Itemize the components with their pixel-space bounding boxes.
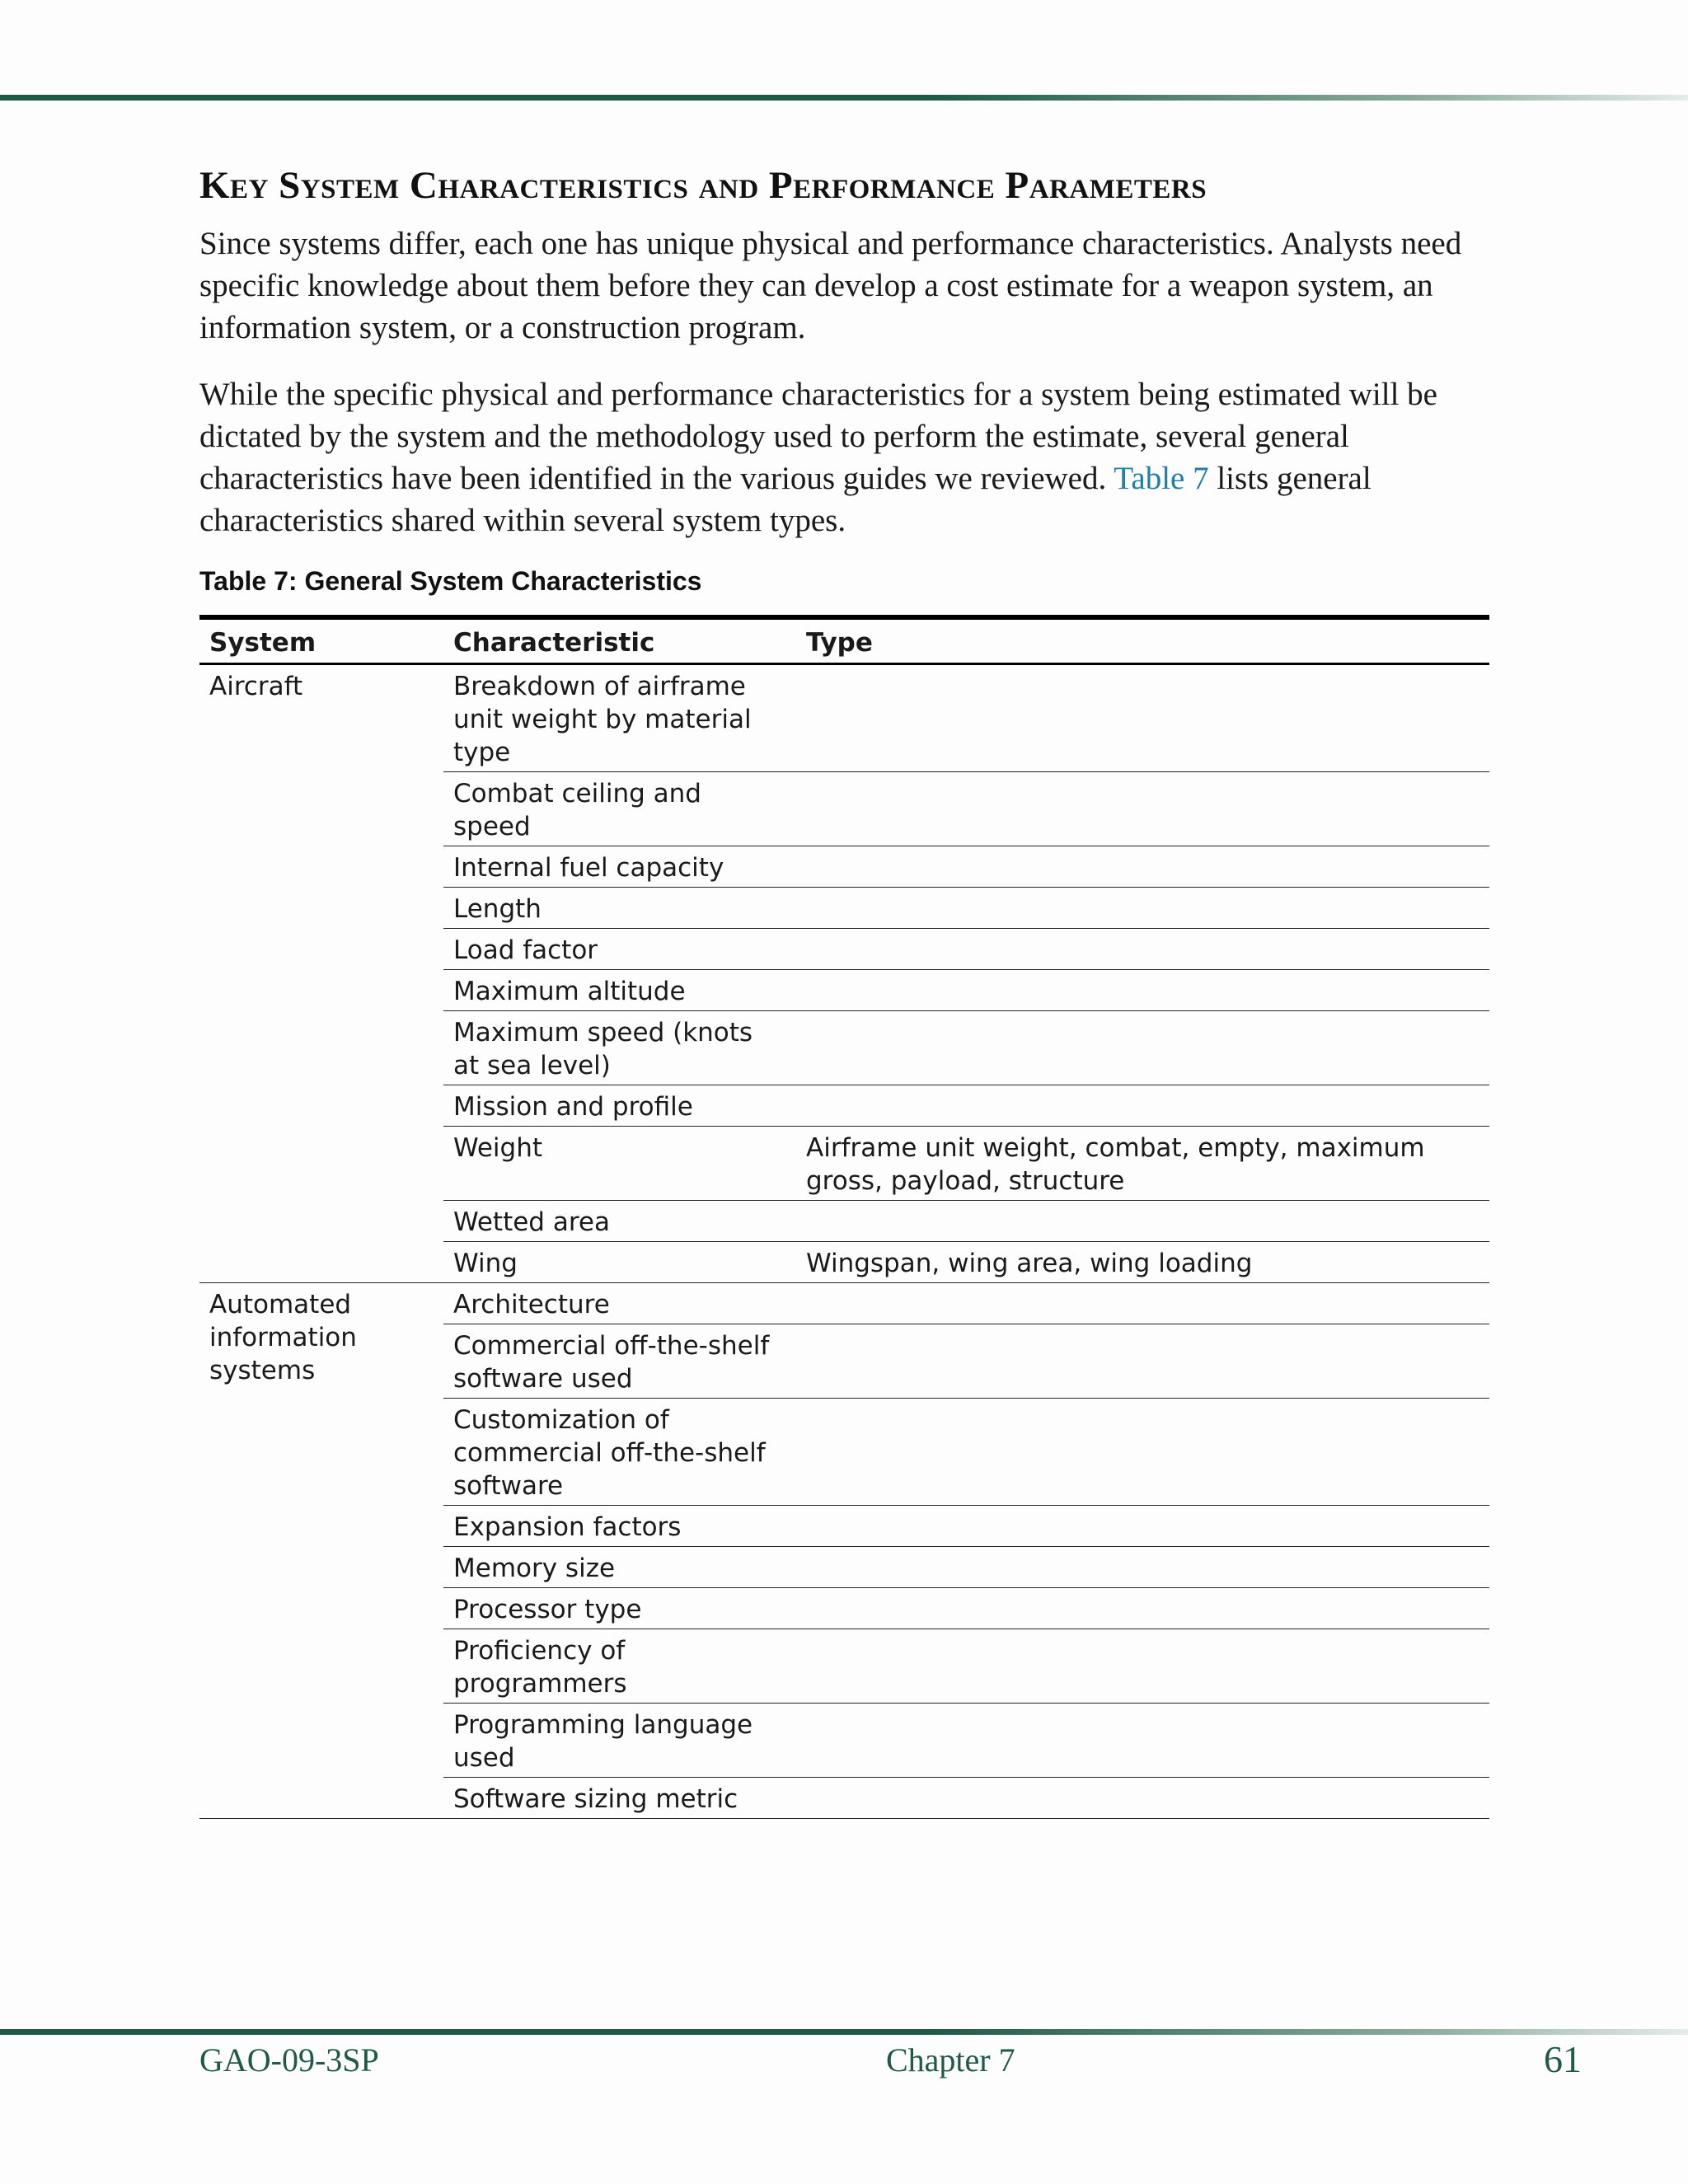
header-system: System xyxy=(199,617,443,664)
system-cell: Aircraft xyxy=(199,663,443,1282)
characteristic-cell: Maximum altitude xyxy=(443,969,796,1010)
characteristic-cell: Load factor xyxy=(443,928,796,969)
characteristic-cell: Expansion factors xyxy=(443,1505,796,1546)
footer-page-number: 61 xyxy=(1544,2038,1582,2080)
characteristic-cell: Architecture xyxy=(443,1282,796,1324)
type-cell xyxy=(796,1546,1489,1587)
type-cell: Wingspan, wing area, wing loading xyxy=(796,1241,1489,1282)
system-characteristics-table xyxy=(199,615,1489,1819)
characteristic-cell: Internal fuel capacity xyxy=(443,846,796,887)
type-cell xyxy=(796,1324,1489,1398)
characteristic-cell: Length xyxy=(443,887,796,928)
characteristic-cell: Commercial off-the-shelf software used xyxy=(443,1324,796,1398)
header-characteristic: Characteristic xyxy=(443,617,796,664)
type-cell xyxy=(796,1587,1489,1629)
type-cell xyxy=(796,887,1489,928)
characteristic-cell: Processor type xyxy=(443,1587,796,1629)
type-cell: Airframe unit weight, combat, empty, maximum gross, payload, structure xyxy=(796,1126,1489,1200)
table-7-link[interactable]: Table 7 xyxy=(1114,460,1209,496)
type-cell xyxy=(796,846,1489,887)
top-rule xyxy=(0,95,1688,101)
header-type: Type xyxy=(796,617,1489,664)
type-cell xyxy=(796,1200,1489,1241)
bottom-rule xyxy=(0,2029,1688,2035)
type-cell xyxy=(796,1777,1489,1818)
footer-report-id: GAO-09-3SP xyxy=(199,2041,379,2079)
type-cell xyxy=(796,771,1489,846)
page-content xyxy=(199,165,1489,1819)
paragraph-text-after-link: lists general characteristics shared within several system types. xyxy=(199,460,1372,538)
characteristic-cell: Software sizing metric xyxy=(443,1777,796,1818)
characteristic-cell: Memory size xyxy=(443,1546,796,1587)
section-heading: Key System Characteristics and Performance Parameters xyxy=(199,164,1207,207)
system-cell: Automated information systems xyxy=(199,1282,443,1818)
characteristic-cell: Breakdown of airframe unit weight by material type xyxy=(443,663,796,771)
characteristic-cell: Maximum speed (knots at sea level) xyxy=(443,1010,796,1085)
characteristic-cell: Combat ceiling and speed xyxy=(443,771,796,846)
characteristic-cell: Wing xyxy=(443,1241,796,1282)
type-cell xyxy=(796,1282,1489,1324)
intro-paragraph: Since systems differ, each one has unique physical and performance characteristics. Analysts need specific knowledge about them before they can develop a cost estimate for a weapon system, an information system, or a construction program. xyxy=(199,225,1462,345)
characteristic-cell: Wetted area xyxy=(443,1200,796,1241)
table-caption: Table 7: General System Characteristics xyxy=(199,565,702,596)
paragraph-text-before-link: While the specific physical and performance characteristics for a system being estimated will be dictated by the system and the methodology used to perform the estimate, several general characteristics have been identified in the various guides we reviewed. xyxy=(199,376,1437,496)
table-row xyxy=(199,1282,1489,1324)
characteristic-cell: Weight xyxy=(443,1126,796,1200)
characteristic-cell: Proficiency of programmers xyxy=(443,1629,796,1703)
type-cell xyxy=(796,1398,1489,1505)
characteristic-cell: Customization of commercial off-the-shelf software xyxy=(443,1398,796,1505)
type-cell xyxy=(796,1703,1489,1777)
characteristic-cell: Mission and profile xyxy=(443,1085,796,1126)
table-header-row xyxy=(199,617,1489,664)
type-cell xyxy=(796,663,1489,771)
type-cell xyxy=(796,1505,1489,1546)
table-body xyxy=(199,663,1489,1818)
footer-chapter: Chapter 7 xyxy=(886,2041,1015,2079)
table-row xyxy=(199,663,1489,771)
type-cell xyxy=(796,969,1489,1010)
table-reference-paragraph xyxy=(199,373,1489,541)
characteristic-cell: Programming language used xyxy=(443,1703,796,1777)
type-cell xyxy=(796,1085,1489,1126)
type-cell xyxy=(796,1629,1489,1703)
type-cell xyxy=(796,928,1489,969)
type-cell xyxy=(796,1010,1489,1085)
